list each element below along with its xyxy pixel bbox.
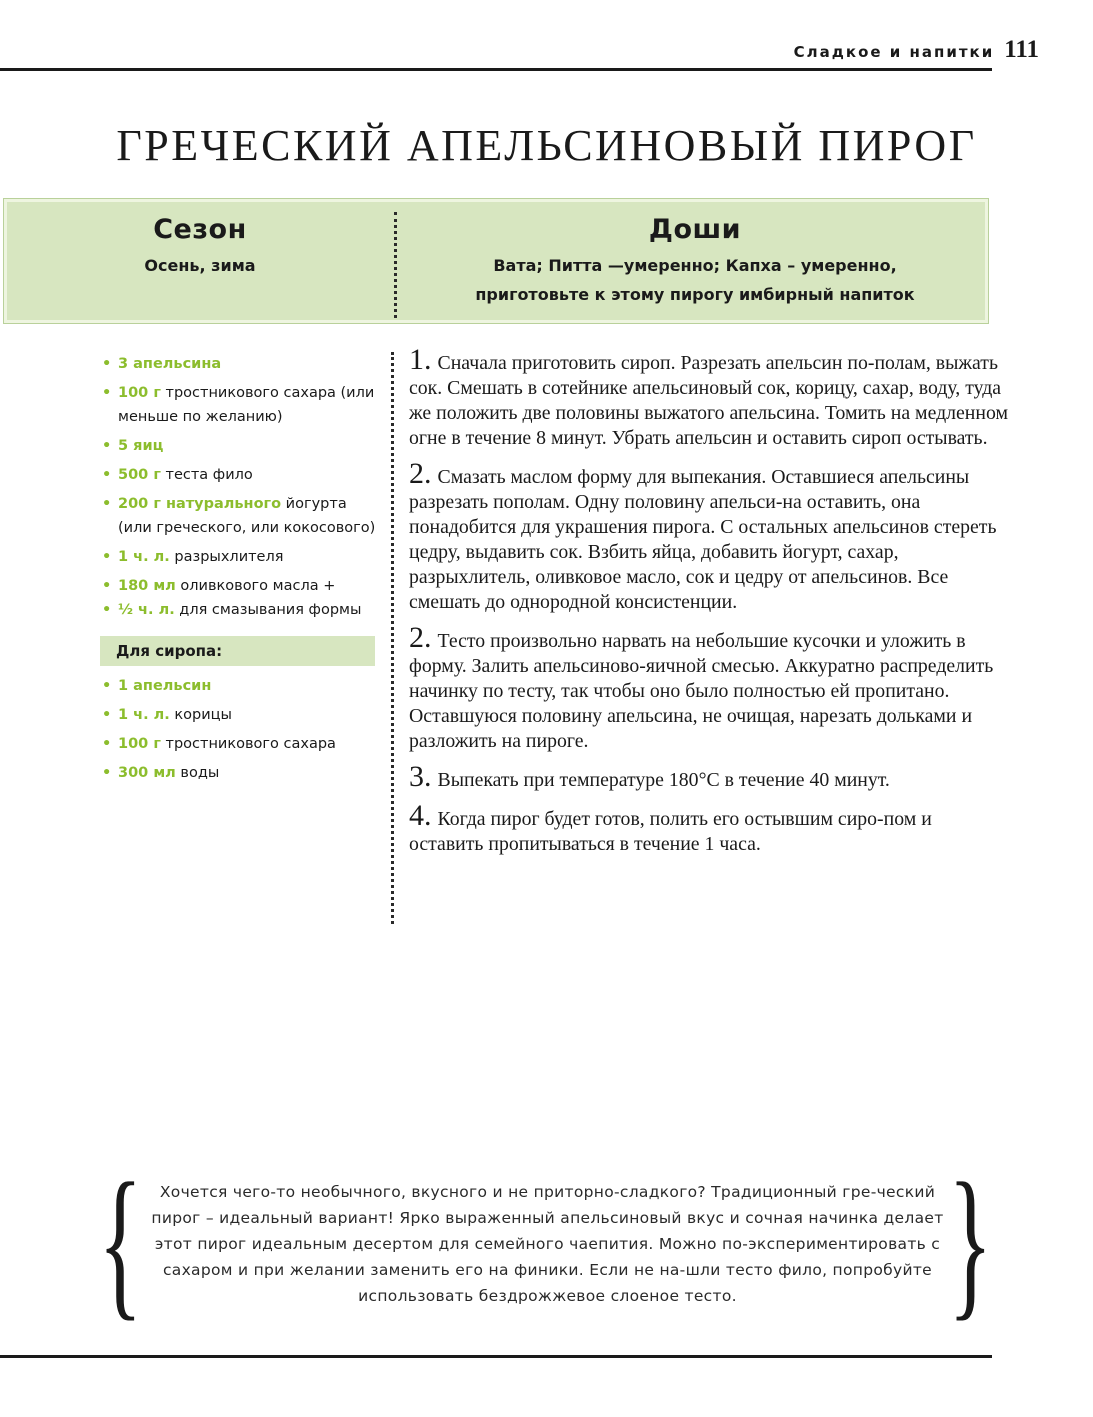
ingredient-qty: 1 ч. л. xyxy=(118,549,170,565)
recipe-title: ГРЕЧЕСКИЙ АПЕЛЬСИНОВЫЙ ПИРОГ xyxy=(116,121,977,170)
right-brace-icon: } xyxy=(948,1149,993,1335)
step-number: 3. xyxy=(409,760,432,793)
ingredient-qty: 500 г xyxy=(118,467,161,483)
step-number: 2. xyxy=(409,457,432,490)
season-heading: Сезон xyxy=(153,214,247,245)
ingredient-item xyxy=(102,463,377,487)
ingredient-text: йогурта (или греческого, или кокосового) xyxy=(118,496,376,536)
ingredient-qty: ½ ч. л. xyxy=(118,602,175,618)
ingredient-item xyxy=(102,434,377,458)
syrup-item xyxy=(102,674,377,698)
ingredient-text: теста фило xyxy=(160,467,253,483)
ingredient-qty: 180 мл xyxy=(118,578,176,594)
step-number: 4. xyxy=(409,799,432,832)
season-text: Осень, зима xyxy=(144,256,256,275)
step xyxy=(409,621,1009,754)
ingredient-qty: 100 г xyxy=(118,736,161,752)
ingredient-qty: 3 апельсина xyxy=(118,356,222,372)
ingredient-qty: 1 апельсин xyxy=(118,678,212,694)
ingredients-column xyxy=(102,352,377,790)
section-name: Сладкое и напитки xyxy=(793,43,995,61)
page-number: 111 xyxy=(1004,36,1039,63)
info-box xyxy=(4,199,988,323)
ingredient-text: для смазывания формы xyxy=(174,602,362,618)
tip-text: Хочется чего-то необычного, вкусного и не приторно-сладкого? Традиционный гре-ческий пирог – идеальный вариант! Ярко выраженный апельсиновый вкус и сочная начинка делает этот пирог идеальным десертом для семейного чаепития. Можно по-экспериментировать с сахаром и при желании заменить его на финики. Если не на-шли тесто фило, попробуйте использовать бездрожжевое слоеное тесто. xyxy=(151,1183,944,1305)
ingredient-text: оливкового масла + xyxy=(175,578,336,594)
syrup-item xyxy=(102,761,377,785)
ingredient-text: тростникового сахара (или меньше по желанию) xyxy=(118,385,375,425)
syrup-heading: Для сиропа: xyxy=(100,636,375,666)
step-text: Когда пирог будет готов, полить его остывшим сиро-пом и оставить пропитываться в течение 1 часа. xyxy=(409,808,932,855)
left-brace-icon: { xyxy=(98,1149,143,1335)
step-text: Сначала приготовить сироп. Разрезать апельсин по-полам, выжать сок. Смешать в сотейнике апельсиновый сок, корицу, сахар, воду, туда же положить две половины выжатого апельсина. Томить на медленном огне в течение 8 минут. Убрать апельсин и оставить сироп остывать. xyxy=(409,352,1009,449)
ingredient-item xyxy=(102,492,377,540)
step xyxy=(409,457,1009,615)
ingredient-qty: 5 яиц xyxy=(118,438,164,454)
step-text: Смазать маслом форму для выпекания. Оставшиеся апельсины разрезать пополам. Одну половину апельси-на оставить, она понадобится для украшения пирога. С остальных апельсинов стереть цедру, выдавить сок. Взбить яйца, добавить йогурт, сахар, разрыхлитель, оливковое масло, сок и цедру от апельсинов. Все смешать до однородной консистенции. xyxy=(409,466,997,613)
step xyxy=(409,760,1009,793)
step-text: Выпекать при температуре 180°С в течение 40 минут. xyxy=(437,769,890,791)
steps-divider xyxy=(391,352,394,924)
ingredient-list xyxy=(102,352,377,622)
steps-column xyxy=(409,343,1009,867)
box-divider xyxy=(394,212,397,318)
dosha-heading: Доши xyxy=(648,214,742,245)
ingredient-qty: 300 мл xyxy=(118,765,176,781)
ingredient-item xyxy=(102,352,377,376)
bottom-rule xyxy=(0,1355,992,1358)
ingredient-text: корицы xyxy=(169,707,232,723)
ingredient-qty: 1 ч. л. xyxy=(118,707,170,723)
top-rule xyxy=(0,68,992,71)
running-head xyxy=(794,36,1039,64)
syrup-list xyxy=(102,674,377,785)
ingredient-text: воды xyxy=(175,765,220,781)
step-number: 2. xyxy=(409,621,432,654)
ingredient-item-continued xyxy=(102,598,377,622)
step xyxy=(409,343,1009,451)
step-number: 1. xyxy=(409,343,432,376)
ingredient-qty: 200 г натурального xyxy=(118,496,282,512)
step xyxy=(409,799,1009,857)
ingredient-qty: 100 г xyxy=(118,385,161,401)
ingredient-item xyxy=(102,381,377,429)
ingredient-text: разрыхлителя xyxy=(169,549,284,565)
ingredient-item xyxy=(102,574,377,598)
step-text: Тесто произвольно нарвать на небольшие кусочки и уложить в форму. Залить апельсиново-яичной смесью. Аккуратно распределить начинку по тесту, так чтобы оно было полностью ей пропитано. Оставшуюся половину апельсина, не очищая, нарезать дольками и разложить на пироге. xyxy=(409,630,994,752)
ingredient-text: тростникового сахара xyxy=(160,736,336,752)
syrup-item xyxy=(102,732,377,756)
ingredient-item xyxy=(102,545,377,569)
season-column xyxy=(7,202,393,320)
dosha-column xyxy=(399,202,991,320)
syrup-item xyxy=(102,703,377,727)
dosha-text: Вата; Питта —умеренно; Капха – умеренно, приготовьте к этому пирогу имбирный напиток xyxy=(475,256,915,304)
